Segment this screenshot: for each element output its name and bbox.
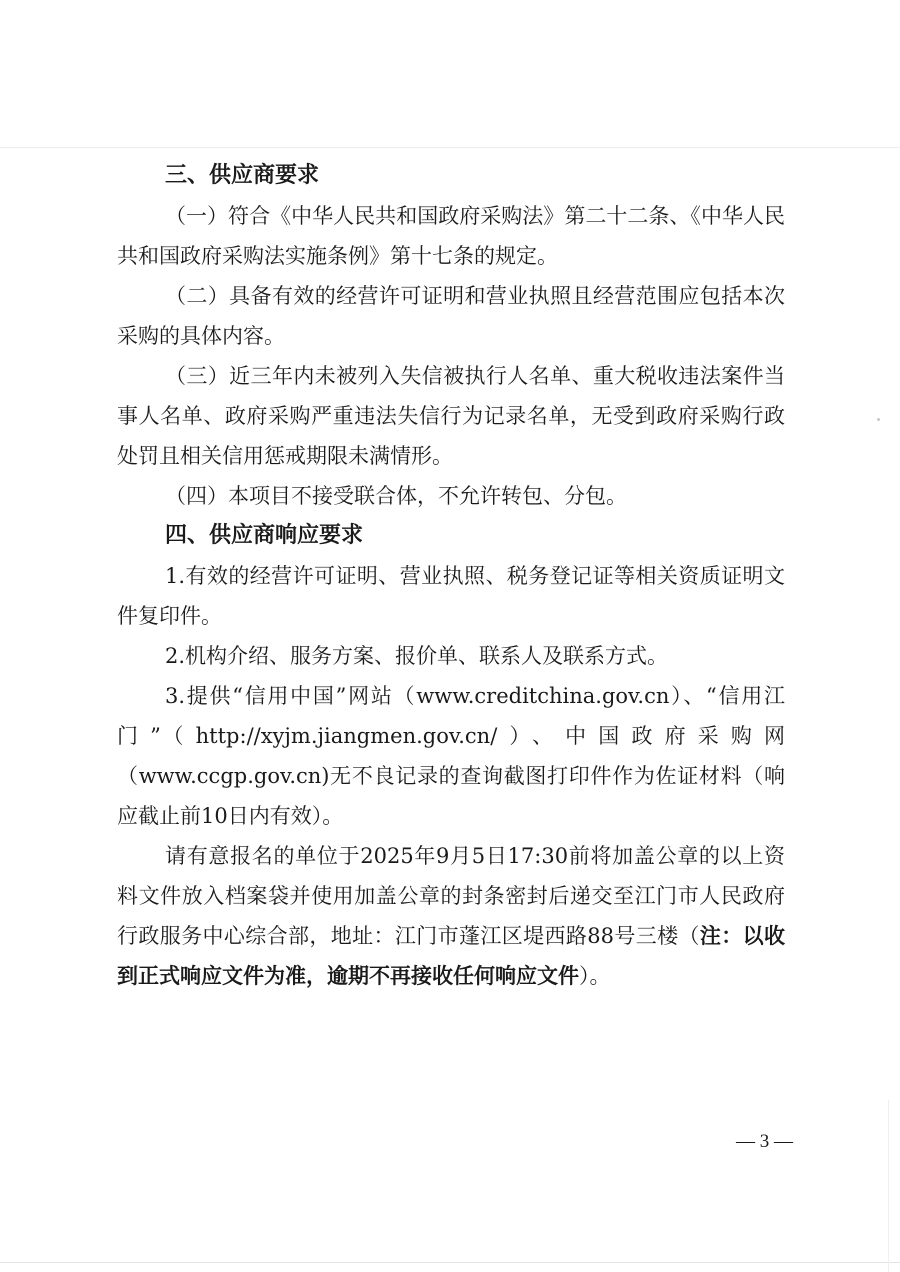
paragraph-response-1: 1.有效的经营许可证明、营业执照、税务登记证等相关资质证明文件复印件。 [117, 564, 785, 628]
paragraph-submission-instructions [117, 836, 785, 1036]
scan-speck [877, 418, 880, 421]
document-body [117, 156, 785, 1036]
scan-edge-top [0, 147, 900, 148]
paragraph-requirement-3: （三）近三年内未被列入失信被执行人名单、重大税收违法案件当事人名单、政府采购严重违法失信行为记录名单，无受到政府采购行政处罚且相关信用惩戒期限未满情形。 [117, 364, 785, 468]
paragraph-response-3: 3.提供“信用中国”网站（www.creditchina.gov.cn）、“信用江门”（http://xyjm.jiangmen.gov.cn/）、中国政府采购网（www.ccgp.gov.cn)无不良记录的查询截图打印件作为佐证材料（响应截止前10日内有效）。 [117, 684, 785, 828]
submission-text: 请有意报名的单位于2025年9月5日17:30前将加盖公章的以上资料文件放入档案袋并使用加盖公章的封条密封后递交至江门市人民政府行政服务中心综合部，地址：江门市蓬江区堤西路88号三楼（ [117, 844, 785, 948]
paragraph-response-2: 2.机构介绍、服务方案、报价单、联系人及联系方式。 [165, 644, 669, 668]
section-heading-supplier-requirements: 三、供应商要求 [165, 163, 320, 188]
submission-note-bold: 注：以收到正式响应文件为准，逾期不再接收任何响应文件 [117, 924, 785, 988]
paragraph-requirement-2: （二）具备有效的经营许可证明和营业执照且经营范围应包括本次采购的具体内容。 [117, 284, 785, 348]
scan-edge-right [888, 1100, 889, 1272]
paragraph-requirement-1: （一）符合《中华人民共和国政府采购法》第二十二条、《中华人民共和国政府采购法实施条例》第十七条的规定。 [117, 204, 785, 268]
section-heading-response-requirements: 四、供应商响应要求 [165, 523, 364, 548]
scan-edge-bottom [0, 1262, 900, 1263]
page-number: — 3 — [736, 1131, 793, 1152]
paragraph-requirement-4: （四）本项目不接受联合体，不允许转包、分包。 [165, 484, 627, 508]
submission-text-end: ）。 [579, 964, 611, 988]
